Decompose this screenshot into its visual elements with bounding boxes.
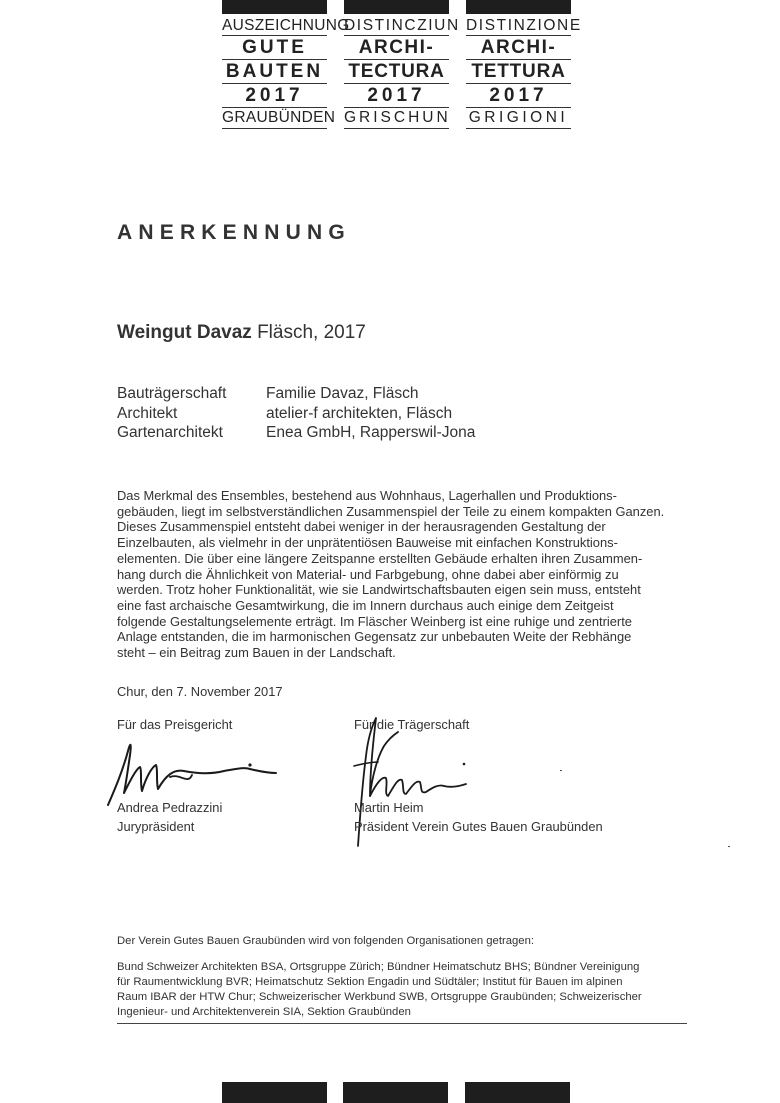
logo-region: GRAUBÜNDEN <box>222 108 327 129</box>
logo-region: GRISCHUN <box>344 108 449 129</box>
logo-year: 2017 <box>222 84 327 108</box>
signatory-1-name: Andrea Pedrazzini <box>117 800 223 815</box>
signatory-2-name: Martin Heim <box>354 800 424 815</box>
org-line: Ingenieur- und Architektenverein SIA, Sektion Graubünden <box>117 1006 411 1018</box>
logo-line3: TECTURA <box>344 60 449 84</box>
logo-line1: DISTINZIONE <box>466 17 582 34</box>
speck <box>560 770 562 771</box>
project-line <box>117 322 366 344</box>
body-line: hang durch die Ähnlichkeit von Material- und Farbgebung, ohne dabei aber einförmig zu <box>117 566 619 582</box>
logo-year: 2017 <box>344 84 449 108</box>
logo-line3: BAUTEN <box>222 60 327 84</box>
place-date: Chur, den 7. November 2017 <box>117 684 283 699</box>
body-line: Das Merkmal des Ensembles, bestehend aus Wohnhaus, Lagerhallen und Produktions- <box>117 488 617 503</box>
footer-intro: Der Verein Gutes Bauen Graubünden wird von folgenden Organisationen getragen: <box>117 935 535 947</box>
logo-year: 2017 <box>466 84 571 108</box>
credit-row <box>117 384 475 404</box>
credit-value: atelier-f architekten, Fläsch <box>266 404 453 422</box>
org-line: Bund Schweizer Architekten BSA, Ortsgruppe Zürich; Bündner Heimatschutz BHS; Bündner Vereinigung <box>117 961 640 973</box>
page-title: ANERKENNUNG <box>117 221 351 244</box>
org-line: Raum IBAR der HTW Chur; Schweizerischer Werkbund SWB, Ortsgruppe Graubünden; Schweizerischer <box>117 991 642 1003</box>
body-line: eine fast archaische Gesamtwirkung, die im Innern durchaus auch einige dem Zeitgeist <box>117 597 614 613</box>
body-line: steht – ein Beitrag zum Bauen in der Landschaft. <box>117 645 396 661</box>
logo-line2: ARCHI- <box>466 36 571 60</box>
logo-bar <box>222 0 327 14</box>
body-line: folgende Gestaltungselemente erträgt. Im Fläscher Weinberg ist eine ruhige und zentrierte <box>117 613 632 629</box>
credit-row <box>117 404 475 424</box>
body-line: werden. Trotz hoher Funktionalität, wie sie Landwirtschaftsbauten eigen sein muss, entsteht <box>117 582 641 598</box>
logo-architettura <box>466 0 582 129</box>
org-line: für Raumentwicklung BVR; Heimatschutz Sektion Engadin und Südtäler; Institut für Bauen im alpinen <box>117 976 623 988</box>
signatory-2-for: Für die Trägerschaft <box>354 717 470 732</box>
credit-label: Gartenarchitekt <box>117 424 223 441</box>
bottom-bar-left <box>222 1082 327 1103</box>
bottom-bar-center <box>343 1082 448 1103</box>
footer-organisations <box>117 960 687 1024</box>
laudatio-text <box>117 488 685 661</box>
credit-value: Enea GmbH, Rapperswil-Jona <box>266 424 476 441</box>
logo-region: GRIGIONI <box>466 108 571 129</box>
logo-line3: TETTURA <box>466 60 571 84</box>
logo-gute-bauten <box>222 0 350 129</box>
logo-line1: DISTINCZIUN <box>344 17 460 34</box>
logo-line2: ARCHI- <box>344 36 449 60</box>
logo-line1: AUSZEICHNUNG <box>222 17 350 34</box>
body-line: Einzelbauten, als vielmehr in der unprätentiösen Bauweise mit einfachen Konstruktions- <box>117 535 618 551</box>
signatory-2-role: Präsident Verein Gutes Bauen Graubünden <box>354 819 603 834</box>
credit-row <box>117 423 475 443</box>
logo-line2: GUTE <box>222 36 327 60</box>
bottom-bar-right <box>465 1082 570 1103</box>
body-line: elementen. Die über eine längere Zeitspanne erstellten Gebäude erhalten ihren Zusammen- <box>117 550 643 566</box>
project-location: Fläsch, 2017 <box>257 322 366 343</box>
logo-bar <box>344 0 449 14</box>
signatory-1-role: Jurypräsident <box>117 819 195 834</box>
logo-bar <box>466 0 571 14</box>
body-line: Dieses Zusammenspiel entsteht dabei weniger in der herausragenden Gestaltung der <box>117 519 606 535</box>
speck <box>728 846 730 847</box>
credit-label: Architekt <box>117 404 178 422</box>
project-name: Weingut Davaz <box>117 322 252 343</box>
signatory-1-for: Für das Preisgericht <box>117 717 233 732</box>
body-line: Anlage entstanden, die im harmonischen Gegensatz zur unbebauten Weite der Rebhänge <box>117 629 632 645</box>
credits-table <box>117 384 475 443</box>
logo-architectura <box>344 0 460 129</box>
credit-value: Familie Davaz, Fläsch <box>266 385 419 402</box>
body-line: gebäuden, liegt im selbstverständlichen Zusammenspiel der Teile zu einem kompakten Ganzen. <box>117 503 665 519</box>
credit-label: Bauträgerschaft <box>117 385 227 402</box>
